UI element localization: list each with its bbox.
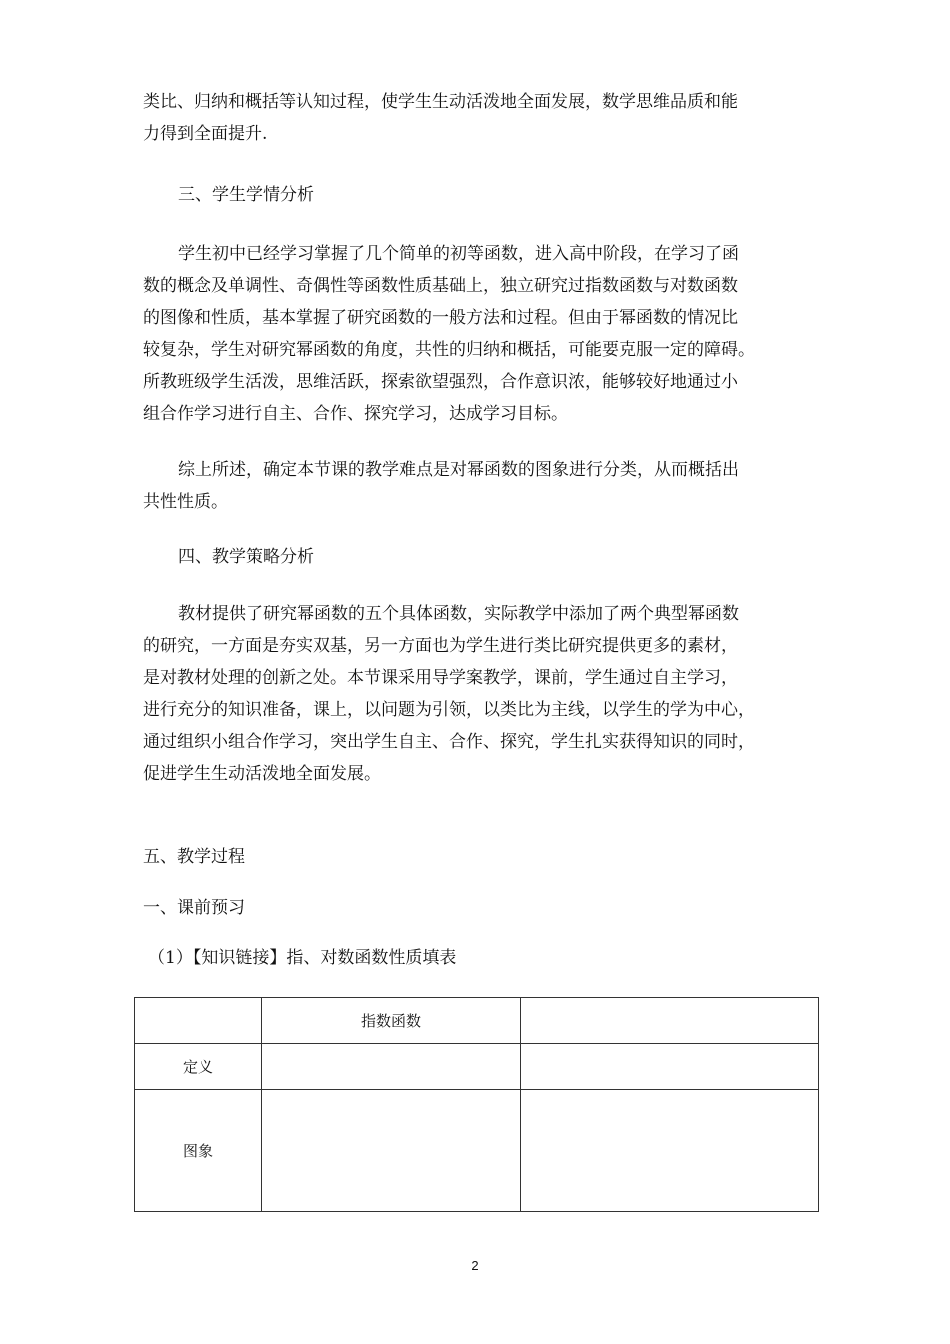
text-line: 较复杂，学生对研究幂函数的角度，共性的归纳和概括，可能要克服一定的障碍。 [143, 340, 755, 360]
section-heading: 三、学生学情分析 [178, 185, 314, 205]
section-heading: 四、教学策略分析 [178, 547, 314, 567]
text-line: 的图像和性质，基本掌握了研究函数的一般方法和过程。但由于幂函数的情况比 [143, 308, 738, 328]
text-line: 共性性质。 [143, 492, 228, 512]
paragraph-summary [143, 454, 823, 518]
text-line: 类比、归纳和概括等认知过程，使学生生动活泼地全面发展，数学思维品质和能 [143, 92, 738, 112]
text-line: 进行充分的知识准备，课上，以问题为引领，以类比为主线，以学生的学为中心， [143, 700, 755, 720]
text-line: 数的概念及单调性、奇偶性等函数性质基础上，独立研究过指数函数与对数函数 [143, 276, 738, 296]
table-cell[interactable] [262, 1044, 521, 1090]
text-line: 是对教材处理的创新之处。本节课采用导学案教学，课前，学生通过自主学习， [143, 668, 738, 688]
paragraph-strategy [143, 598, 823, 790]
table-cell[interactable] [521, 998, 819, 1044]
table-row [135, 1090, 819, 1212]
table-row-label: 图象 [135, 1090, 262, 1212]
text-line: 所教班级学生活泼，思维活跃，探索欲望强烈，合作意识浓，能够较好地通过小 [143, 372, 738, 392]
text-line: 通过组织小组合作学习，突出学生自主、合作、探究，学生扎实获得知识的同时， [143, 732, 755, 752]
section-heading-strategy [143, 541, 823, 573]
list-item: （1）【知识链接】指、对数函数性质填表 [148, 948, 457, 968]
paragraph-intro-continuation [143, 86, 823, 150]
list-item-knowledge-link [143, 942, 823, 974]
table-cell[interactable] [521, 1044, 819, 1090]
table-cell[interactable] [521, 1090, 819, 1212]
subsection-heading: 一、课前预习 [143, 898, 245, 918]
table-cell[interactable] [135, 998, 262, 1044]
text-line: 组合作学习进行自主、合作、探究学习，达成学习目标。 [143, 404, 568, 424]
table-row-label: 定义 [135, 1044, 262, 1090]
table-cell[interactable] [262, 1090, 521, 1212]
paragraph-student-analysis [143, 238, 823, 430]
text-line: 综上所述，确定本节课的教学难点是对幂函数的图象进行分类，从而概括出 [178, 460, 739, 480]
text-line: 教材提供了研究幂函数的五个具体函数，实际教学中添加了两个典型幂函数 [178, 604, 739, 624]
page-number: 2 [471, 1258, 479, 1273]
section-heading-process [143, 841, 823, 873]
table-header-row [135, 998, 819, 1044]
section-heading-student-analysis [143, 179, 823, 211]
section-heading: 五、教学过程 [143, 847, 245, 867]
table-cell[interactable]: 指数函数 [262, 998, 521, 1044]
function-properties-table [134, 997, 819, 1212]
text-line: 学生初中已经学习掌握了几个简单的初等函数，进入高中阶段，在学习了函 [178, 244, 739, 264]
table-row [135, 1044, 819, 1090]
text-line: 的研究，一方面是夯实双基，另一方面也为学生进行类比研究提供更多的素材， [143, 636, 738, 656]
text-line: 促进学生生动活泼地全面发展。 [143, 764, 381, 784]
text-line: 力得到全面提升. [143, 124, 268, 144]
subsection-heading-preview [143, 892, 823, 924]
